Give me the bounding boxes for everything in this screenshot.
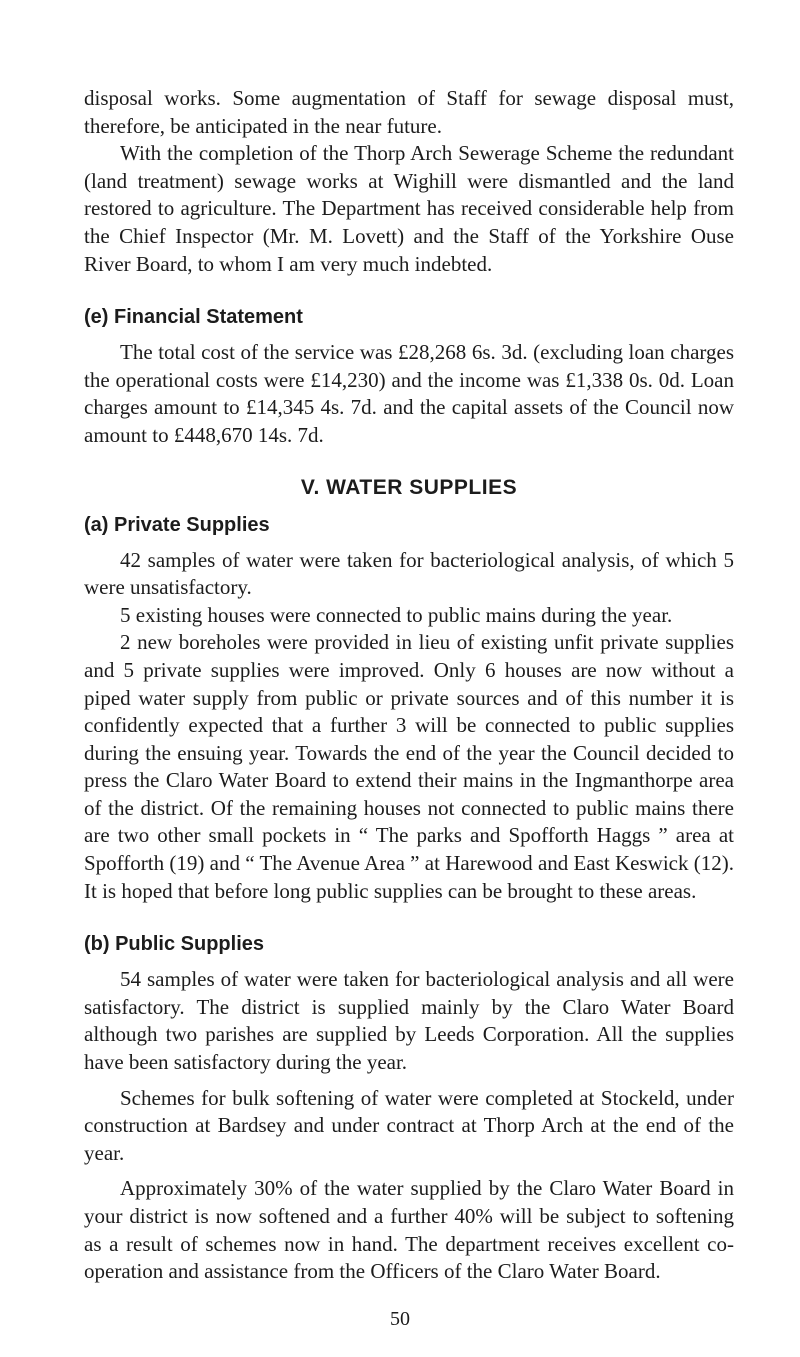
paragraph-private-samples: 42 samples of water were taken for bacteriological analysis, of which 5 were unsatisfactory. <box>84 547 734 600</box>
heading-water-supplies: V. WATER SUPPLIES <box>300 475 518 499</box>
paragraph-public-samples: 54 samples of water were taken for bacteriological analysis and all were satisfactory. The district is supplied mainly by the Claro Water Board although two parishes are supplied by Leeds Corporation. All the supplies have been satisfactory during the year. <box>84 967 734 1075</box>
heading-public-supplies: (b) Public Supplies <box>84 933 265 956</box>
heading-financial-statement: (e) Financial Statement <box>84 306 303 329</box>
paragraph-financial: The total cost of the service was £28,268 6s. 3d. (excluding loan charges the operational costs were £14,230) and the income was £1,338 0s. 0d. Loan charges amount to £14,345 4s. 7d. and the capital assets of the Council now amount to £448,670 14s. 7d. <box>84 340 734 447</box>
page-number: 50 <box>390 1308 410 1330</box>
paragraph-disposal-works: disposal works. Some augmentation of Staff for sewage disposal must, therefore, be anticipated in the near future. <box>84 86 734 138</box>
paragraph-private-boreholes: 2 new boreholes were provided in lieu of existing unfit private supplies and 5 private supplies were improved. Only 6 houses are now without a piped water supply from public or private sources and of this number it is confidently expected that a further 3 will be connected to public supplies during the ensuing year. Towards the end of the year the Council decided to press the Claro Water Board to extend their mains in the Ingmanthorpe area of the district. Of the remaining houses not connected to public mains there are two other small pockets in “ The parks and Spofforth Haggs ” area at Spofforth (19) and “ The Avenue Area ” at Harewood and East Keswick (12). It is hoped that before long public supplies can be brought to these areas. <box>84 630 734 903</box>
paragraph-thorp-arch-scheme: With the completion of the Thorp Arch Sewerage Scheme the redundant (land treatment) sewage works at Wighill were dismantled and the land restored to agriculture. The Department has received considerable help from the Chief Inspector (Mr. M. Lovett) and the Staff of the Yorkshire Ouse River Board, to whom I am very much indebted. <box>84 141 734 276</box>
paragraph-public-percentage: Approximately 30% of the water supplied by the Claro Water Board in your district is now softened and a further 40% will be subject to softening as a result of schemes now in hand. The department receives excellent co-operation and assistance from the Officers of the Claro Water Board. <box>84 1176 734 1284</box>
paragraph-public-softening: Schemes for bulk softening of water were completed at Stockeld, under construction at Bardsey and under contract at Thorp Arch at the end of the year. <box>84 1085 734 1165</box>
heading-private-supplies: (a) Private Supplies <box>84 513 270 536</box>
paragraph-private-connected: 5 existing houses were connected to public mains during the year. <box>120 602 673 627</box>
